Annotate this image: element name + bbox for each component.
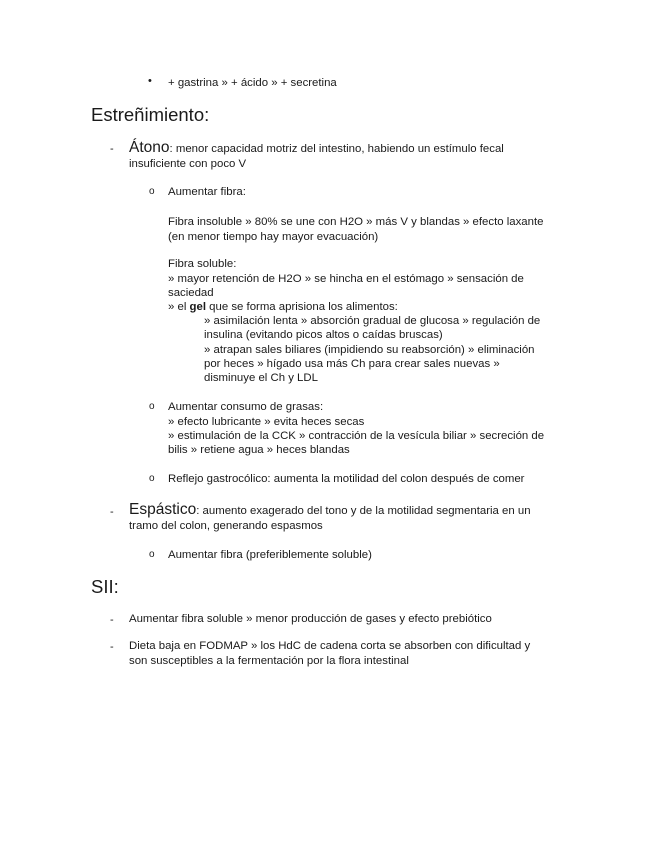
atono-desc: : menor capacidad motriz del intestino, habiendo un estímulo fecal <box>169 143 504 155</box>
gel-suffix: que se forma aprisiona los alimentos: <box>206 301 398 313</box>
sii-item2-line2: son susceptibles a la fermentación por la flora intestinal <box>129 655 409 667</box>
circle-marker-grasas: o <box>149 401 155 412</box>
gel-sub1-line2: insulina (evitando picos altos o caídas bruscas) <box>204 329 443 341</box>
circle-marker-fibra: o <box>149 186 155 197</box>
aumentar-fibra-title: Aumentar fibra: <box>168 186 246 198</box>
dash-marker-sii-2: - <box>110 641 114 653</box>
gel-bold-word: gel <box>189 301 206 313</box>
fibra-soluble-title: Fibra soluble: <box>168 258 237 270</box>
atono-definition-line2: insuficiente con poco V <box>129 158 247 170</box>
sii-item1-text: Aumentar fibra soluble » menor producción de gases y efecto prebiótico <box>129 613 492 625</box>
circle-marker-espastico-fibra: o <box>149 549 155 560</box>
gel-sub2-line3: disminuye el Ch y LDL <box>204 372 318 384</box>
sii-heading: SII: <box>91 576 119 597</box>
bullet-disc-marker: • <box>148 75 152 87</box>
fibra-soluble-line1: » mayor retención de H2O » se hincha en el estómago » sensación de <box>168 273 524 285</box>
espastico-term: Espástico <box>129 501 197 518</box>
espastico-desc: : aumento exagerado del tono y de la motilidad segmentaria en un <box>196 505 531 517</box>
gel-sub2-line1: » atrapan sales biliares (impidiendo su reabsorción) » eliminación <box>204 344 535 356</box>
gel-prefix: » el <box>168 301 190 313</box>
grasas-title: Aumentar consumo de grasas: <box>168 401 324 413</box>
espastico-definition-line2: tramo del colon, generando espasmos <box>129 520 323 532</box>
espastico-definition-line1 <box>129 503 531 518</box>
atono-term: Átono <box>129 139 170 156</box>
dash-marker-sii-1: - <box>110 614 114 626</box>
grasas-line3: bilis » retiene agua » heces blandas <box>168 444 350 456</box>
grasas-line2: » estimulación de la CCK » contracción de la vesícula biliar » secreción de <box>168 430 545 442</box>
gel-sub1-line1: » asimilación lenta » absorción gradual de glucosa » regulación de <box>204 315 541 327</box>
gel-sub2-line2: por heces » hígado usa más Ch para crear sales nuevas » <box>204 358 500 370</box>
dash-marker-espastico: - <box>110 506 114 518</box>
espastico-fibra-text: Aumentar fibra (preferiblemente soluble) <box>168 549 372 561</box>
circle-marker-reflejo: o <box>149 473 155 484</box>
fibra-insoluble-line1: Fibra insoluble » 80% se une con H2O » más V y blandas » efecto laxante <box>168 216 544 228</box>
reflejo-gastrocolico-text: Reflejo gastrocólico: aumenta la motilidad del colon después de comer <box>168 473 525 485</box>
atono-definition-line1 <box>129 141 504 156</box>
estrenimiento-heading: Estreñimiento: <box>91 104 210 125</box>
sii-item2-line1: Dieta baja en FODMAP » los HdC de cadena corta se absorben con dificultad y <box>129 640 531 652</box>
dash-marker-atono: - <box>110 143 114 155</box>
grasas-line1: » efecto lubricante » evita heces secas <box>168 416 365 428</box>
fibra-insoluble-line2: (en menor tiempo hay mayor evacuación) <box>168 231 379 243</box>
gel-line <box>168 300 398 314</box>
fibra-soluble-line2: saciedad <box>168 287 214 299</box>
gastrina-bullet-text: + gastrina » + ácido » + secretina <box>168 77 337 89</box>
